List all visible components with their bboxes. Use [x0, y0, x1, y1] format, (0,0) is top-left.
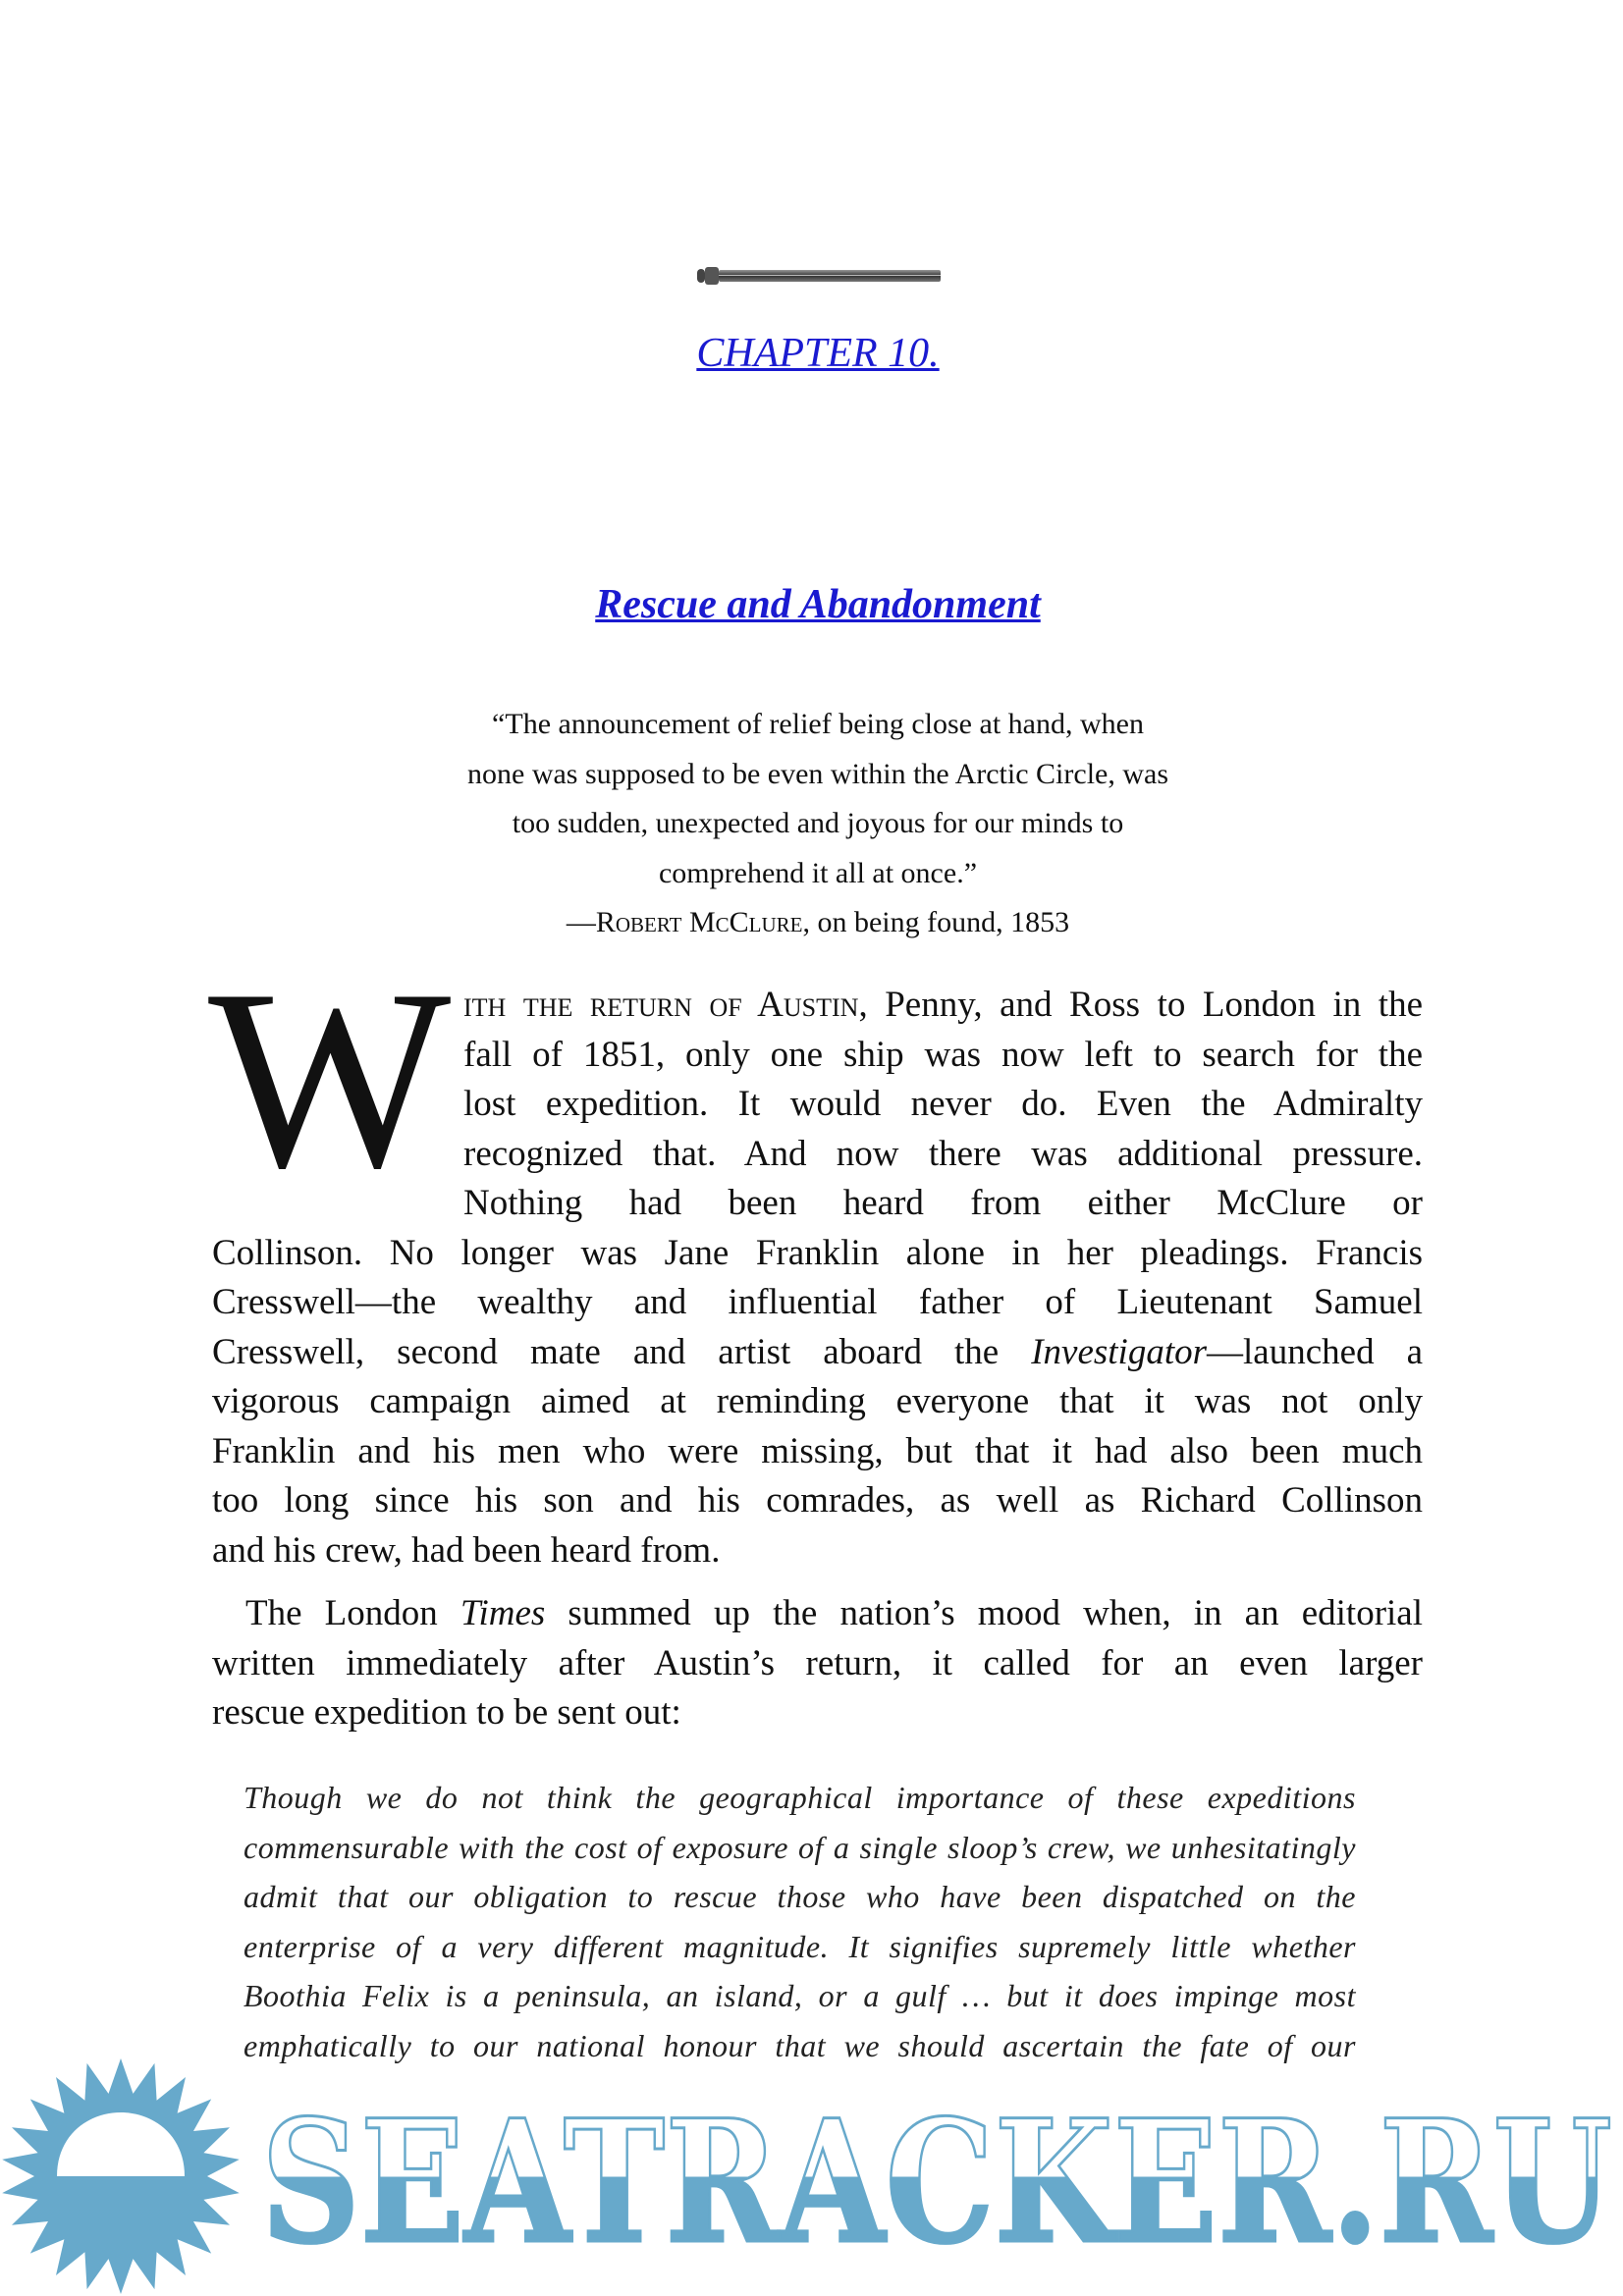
epigraph-line: comprehend it all at once.” — [658, 856, 978, 889]
text-line — [212, 1031, 1423, 1081]
quote-line: Boothia Felix is a peninsula, an island, or a gulf … but it does impinge most — [243, 1978, 1356, 2013]
chapter-title-link[interactable]: Rescue and Abandonment — [595, 582, 1041, 627]
body-text — [212, 981, 1423, 1752]
text-line — [212, 1080, 1423, 1130]
quote-line: commensurable with the cost of exposure of a single sloop’s crew, we unhesitatingly — [243, 1829, 1356, 1865]
text-line — [212, 1688, 1423, 1738]
text-line — [212, 1179, 1423, 1229]
chapter-title — [0, 581, 1623, 628]
attribution-dash: — — [566, 906, 596, 938]
text-segment: too long since his son and his comrades, as well as Richard Collinson — [212, 1480, 1423, 1521]
drop-cap: W — [208, 936, 452, 1221]
watermark — [0, 2052, 1623, 2296]
chapter-link[interactable]: CHAPTER 10. — [696, 331, 940, 376]
epigraph — [0, 700, 1623, 948]
paragraph — [212, 981, 1423, 1575]
text-segment: Franklin and his men who were missing, but that it had also been much — [212, 1430, 1423, 1471]
epigraph-line: none was supposed to be even within the Arctic Circle, was — [467, 757, 1168, 790]
block-quote — [243, 1773, 1356, 2070]
lead-in-smallcaps: ith the return of Austin — [463, 985, 859, 1025]
quote-line: admit that our obligation to rescue those who have been dispatched on the — [243, 1879, 1356, 1914]
text-line — [212, 1130, 1423, 1180]
text-segment: Cresswell, second mate and artist aboard the — [212, 1331, 1032, 1372]
text-segment: lost expedition. It would never do. Even the Admiralty — [463, 1084, 1423, 1124]
text-segment: Nothing had been heard from either McClure or — [463, 1183, 1423, 1223]
watermark-text: SEATRACKER.RU — [261, 2082, 1612, 2281]
text-segment: vigorous campaign aimed at reminding everyone that it was not only — [212, 1381, 1423, 1421]
text-line — [212, 1639, 1423, 1689]
attribution-rest: , on being found, 1853 — [802, 906, 1070, 938]
ornament-telescope-icon — [693, 263, 943, 289]
epigraph-line: too sudden, unexpected and joyous for our minds to — [512, 807, 1124, 839]
text-line — [212, 1328, 1423, 1378]
quote-line: emphatically to our national honour that we should ascertain the fate of our — [243, 2027, 1356, 2063]
text-segment: —launched a — [1207, 1331, 1423, 1372]
text-segment: , Penny, and Ross to London in the — [858, 985, 1424, 1025]
quote-line: Though we do not think the geographical importance of these expeditions — [243, 1780, 1356, 1815]
text-segment: rescue expedition to be sent out: — [212, 1692, 681, 1733]
text-line — [212, 1229, 1423, 1279]
text-line — [212, 981, 1423, 1031]
text-segment: summed up the nation’s mood when, in an editorial — [545, 1593, 1424, 1633]
text-line — [212, 1427, 1423, 1477]
paragraph — [212, 1589, 1423, 1738]
italic-title: Investigator — [1031, 1331, 1208, 1372]
text-line — [212, 1589, 1423, 1639]
chapter-heading — [0, 330, 1623, 377]
text-segment: recognized that. And now there was additional pressure. — [463, 1133, 1423, 1174]
text-segment: Cresswell—the wealthy and influential father of Lieutenant Samuel — [212, 1282, 1423, 1322]
text-line — [212, 1526, 1423, 1576]
text-segment: written immediately after Austin’s return, it called for an even larger — [212, 1642, 1423, 1683]
attribution-name: Robert McClure — [595, 906, 803, 938]
text-segment: and his crew, had been heard from. — [212, 1529, 721, 1571]
italic-title: Times — [460, 1593, 546, 1633]
text-line — [212, 1278, 1423, 1328]
sun-logo-icon — [2, 2058, 240, 2294]
epigraph-line: “The announcement of relief being close at hand, when — [492, 708, 1144, 740]
text-line — [212, 1476, 1423, 1526]
text-segment: Collinson. No longer was Jane Franklin alone in her pleadings. Francis — [212, 1232, 1423, 1273]
text-segment: fall of 1851, only one ship was now left to search for the — [463, 1034, 1423, 1075]
text-line — [212, 1377, 1423, 1427]
text-segment: The London — [245, 1593, 460, 1633]
quote-line: enterprise of a very different magnitude. It signifies supremely little whether — [243, 1928, 1356, 1964]
